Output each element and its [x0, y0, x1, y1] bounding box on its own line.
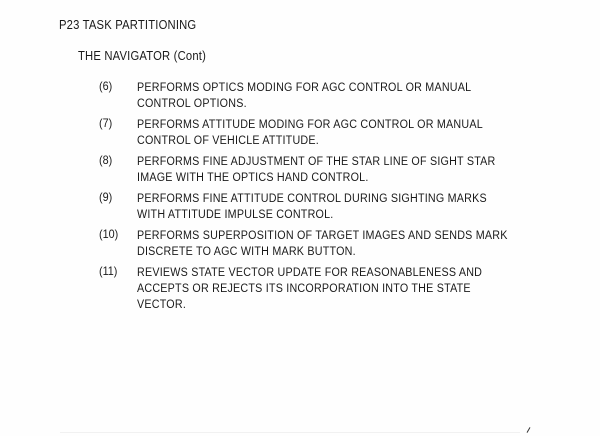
item-text [137, 190, 487, 222]
item-line: CONTROL OF VEHICLE ATTITUDE. [137, 133, 319, 147]
item-number: (7) [99, 116, 113, 130]
item-number: (6) [99, 79, 113, 93]
item-text [137, 227, 508, 259]
item-text [137, 153, 496, 185]
item-line: IMAGE WITH THE OPTICS HAND CONTROL. [137, 170, 369, 184]
item-line: PERFORMS OPTICS MODING FOR AGC CONTROL OR MANUAL [137, 80, 472, 94]
item-line: PERFORMS ATTITUDE MODING FOR AGC CONTROL OR MANUAL [137, 117, 483, 131]
item-line: ACCEPTS OR REJECTS ITS INCORPORATION INTO THE STATE [137, 281, 471, 295]
scan-mark [527, 427, 531, 433]
section-heading: THE NAVIGATOR (Cont) [78, 49, 206, 63]
item-text [137, 264, 482, 312]
item-line: REVIEWS STATE VECTOR UPDATE FOR REASONABLENESS AND [137, 265, 483, 279]
item-line: CONTROL OPTIONS. [137, 96, 247, 110]
item-number: (8) [99, 153, 113, 167]
item-number: (9) [99, 190, 113, 204]
item-line: PERFORMS FINE ADJUSTMENT OF THE STAR LINE OF SIGHT STAR [137, 154, 496, 168]
item-line: PERFORMS FINE ATTITUDE CONTROL DURING SIGHTING MARKS [137, 191, 487, 205]
page-title: P23 TASK PARTITIONING [59, 18, 197, 32]
item-number: (10) [99, 227, 119, 241]
item-line: PERFORMS SUPERPOSITION OF TARGET IMAGES AND SENDS MARK [137, 228, 508, 242]
item-text [137, 116, 483, 148]
item-number: (11) [99, 264, 118, 278]
item-line: VECTOR. [137, 297, 187, 311]
scan-artifact-rule [60, 432, 520, 433]
item-line: DISCRETE TO AGC WITH MARK BUTTON. [137, 244, 356, 258]
item-line: WITH ATTITUDE IMPULSE CONTROL. [137, 207, 334, 221]
item-text [137, 79, 471, 111]
